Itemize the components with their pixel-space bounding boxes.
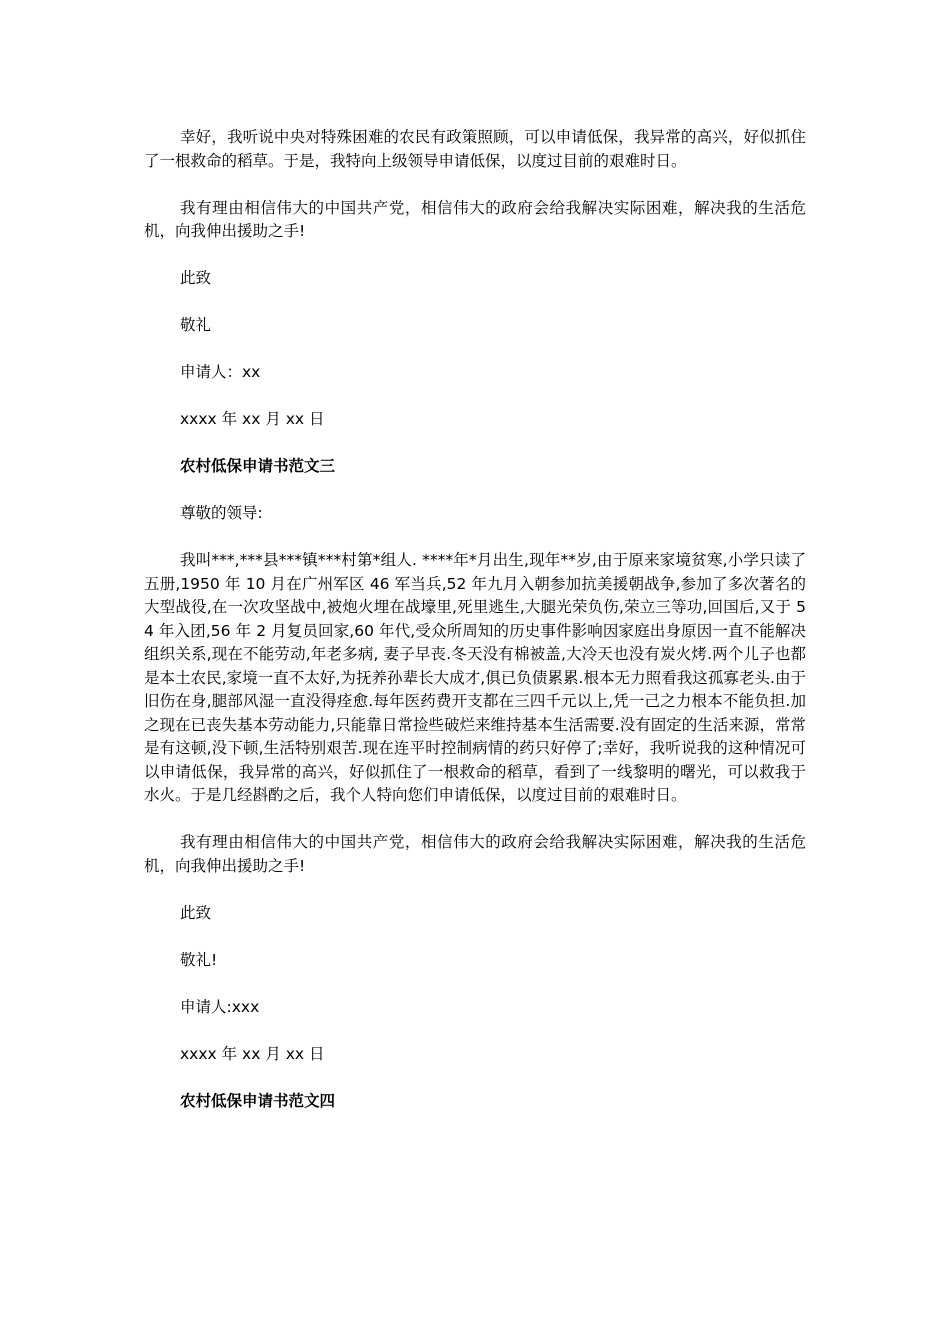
document-body	[144, 126, 806, 1113]
section-heading-sample-four: 农村低保申请书范文四	[180, 1091, 336, 1110]
paragraph-relief-hope: 幸好，我听说中央对特殊困难的农民有政策照顾，可以申请低保，我异常的高兴，好似抓住了一根救命的稻草。于是，我特向上级领导申请低保，以度过目前的艰难时日。	[144, 128, 806, 170]
paragraph-trust-government-2: 我有理由相信伟大的中国共产党，相信伟大的政府会给我解决实际困难，解决我的生活危机，向我伸出援助之手!	[144, 833, 806, 875]
paragraph-trust-government: 我有理由相信伟大的中国共产党，相信伟大的政府会给我解决实际困难，解决我的生活危机，向我伸出援助之手!	[144, 198, 806, 240]
applicant-signature: 申请人：xx	[180, 363, 261, 381]
salutation: 敬礼	[180, 316, 212, 334]
closing-phrase-2: 此致	[180, 903, 212, 922]
closing-phrase: 此致	[180, 269, 212, 287]
letter-date: xxxx 年 xx 月 xx 日	[180, 410, 325, 428]
section-heading-sample-three: 农村低保申请书范文三	[180, 457, 336, 475]
applicant-signature-2: 申请人:xxx	[180, 997, 260, 1016]
paragraph-personal-history: 我叫***,***县***镇***村第*组人. ****年*月出生,现年**岁,由于原来家境贫寒,小学只读了五册,1950 年 10 月在广州军区 46 军当兵,52 年九月入朝参加抗美援朝战争,参加了多次著名的大型战役,在一次攻坚战中,被炮火埋在战壕里,死里逃生,大腿光荣负伤,荣立三等功,回国后,又于 54 年入团,56 年 2 月复员回家,60 年代,受众所周知的历史事件影响因家庭出身原因一直不能解决组织关系,现在不能劳动,年老多病, 妻子早丧.冬天没有棉被盖,大冷天也没有炭火烤.两个儿子也都是本土农民,家境一直不太好,为抚养孙辈长大成才,俱已负债累累.根本无力照看我这孤寡老头.由于旧伤在身,腿部风湿一直没得痊愈.每年医药费开支都在三四千元以上,凭一己之力根本不能负担.加之现在已丧失基本劳动能力,只能靠日常捡些破烂来维持基本生活需要.没有固定的生活来源，常常是有这顿,没下顿,生活特别艰苦.现在连平时控制病情的药只好停了;幸好，我听说我的这种情况可以申请低保，我异常的高兴，好似抓住了一根救命的稻草，看到了一线黎明的曙光，可以救我于水火。于是几经斟酌之后，我个人特向您们申请低保，以度过目前的艰难时日。	[144, 551, 806, 804]
letter-greeting: 尊敬的领导:	[180, 504, 263, 522]
letter-date-2: xxxx 年 xx 月 xx 日	[180, 1044, 325, 1063]
salutation-2: 敬礼!	[180, 950, 218, 969]
